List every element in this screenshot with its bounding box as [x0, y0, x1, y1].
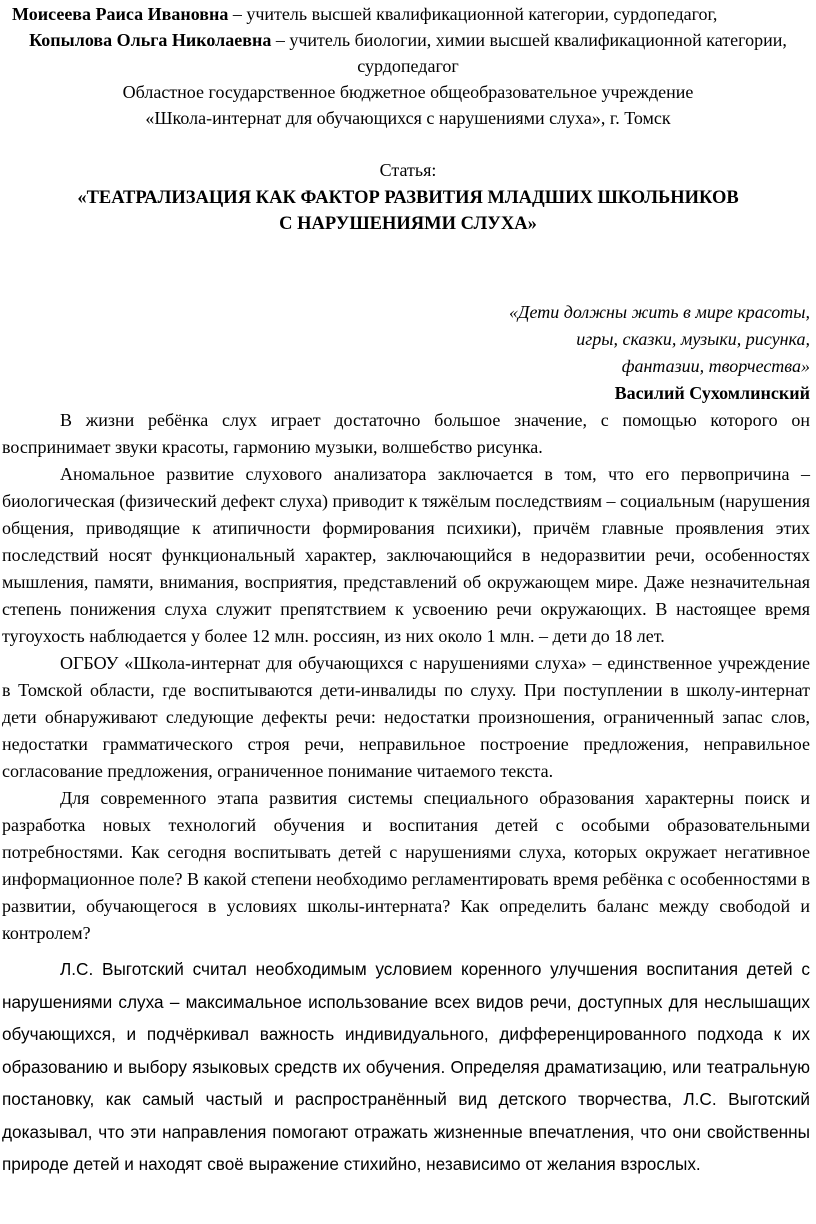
author1-line: [2, 1, 814, 27]
author-header: [2, 0, 814, 131]
article-label: Статья:: [379, 160, 437, 180]
paragraph-4: Для современного этапа развития системы специального образования характерны поиск и разработка новых технологий обучения и воспитания детей с особыми образовательными потребностями. Как сегодня воспитывать детей с нарушениями слуха, которых окружает негативное информационное поле? В какой степени необходимо регламентировать время ребёнка с особенностями в развитии, обучающегося в условиях школы-интерната? Как определить баланс между свободой и контролем?: [2, 788, 810, 943]
institution-line2: «Школа-интернат для обучающихся с нарушениями слуха», г. Томск: [145, 108, 671, 128]
article-title: [2, 185, 814, 237]
author2-name: Копылова Ольга Николаевна: [29, 30, 272, 50]
title-line2: С НАРУШЕНИЯМИ СЛУХА»: [279, 214, 537, 234]
author1-role: – учитель высшей квалификационной категории, сурдопедагог,: [228, 4, 718, 24]
author2-line: [2, 27, 814, 79]
paragraph-2: Аномальное развитие слухового анализатора заключается в том, что его первопричина – биологическая (физический дефект слуха) приводит к тяжёлым последствиям – социальным (нарушения общения, приводящие к атипичности формирования психики), причём главные проявления этих последствий носят функциональный характер, заключающийся в недоразвитии речи, особенностях мышления, памяти, внимания, восприятия, представлений об окружающем мире. Даже незначительная степень понижения слуха служит препятствием к усвоению речи окружающих. В настоящее время тугоухость наблюдается у более 12 млн. россиян, из них около 1 млн. – дети до 18 лет.: [2, 464, 810, 646]
paragraph-3: ОГБОУ «Школа-интернат для обучающихся с нарушениями слуха» – единственное учреждение в Томской области, где воспитываются дети-инвалиды по слуху. При поступлении в школу-интернат дети обнаруживают следующие дефекты речи: недостатки произношения, ограниченный запас слов, недостатки грамматического строя речи, неправильное построение предложения, неправильное согласование предложения, ограниченное понимание читаемого текста.: [2, 653, 810, 781]
epigraph-line1: «Дети должны жить в мире красоты,: [509, 302, 810, 322]
epigraph-line3: фантазии, творчества»: [621, 356, 810, 376]
paragraph-5: Л.С. Выготский считал необходимым условием коренного улучшения воспитания детей с нарушениями слуха – максимальное использование всех видов речи, доступных для неслышащих обучающихся, и подчёркивал важность индивидуального, дифференцированного подхода к их образованию и выбору языковых средств их обучения. Определяя драматизацию, или театральную постановку, как самый частый и распространённый вид детского творчества, Л.С. Выготский доказывал, что эти направления помогают отражать жизненные впечатления, что они свойственны природе детей и находят своё выражение стихийно, независимо от желания взрослых.: [2, 959, 810, 1174]
article-body: [2, 407, 814, 1181]
epigraph-line2: игры, сказки, музыки, рисунка,: [576, 329, 810, 349]
paragraph-1: В жизни ребёнка слух играет достаточно большое значение, с помощью которого он воспринимает звуки красоты, гармонию музыки, волшебство рисунка.: [2, 410, 810, 457]
epigraph-author: Василий Сухомлинский: [614, 383, 810, 403]
epigraph: [2, 299, 814, 380]
institution-line1: Областное государственное бюджетное общеобразовательное учреждение: [122, 82, 694, 102]
title-line1: «ТЕАТРАЛИЗАЦИЯ КАК ФАКТОР РАЗВИТИЯ МЛАДШИХ ШКОЛЬНИКОВ: [77, 188, 739, 208]
author1-name: Моисеева Раиса Ивановна: [12, 4, 229, 24]
author2-role: – учитель биологии, химии высшей квалификационной категории, сурдопедагог: [271, 30, 787, 76]
